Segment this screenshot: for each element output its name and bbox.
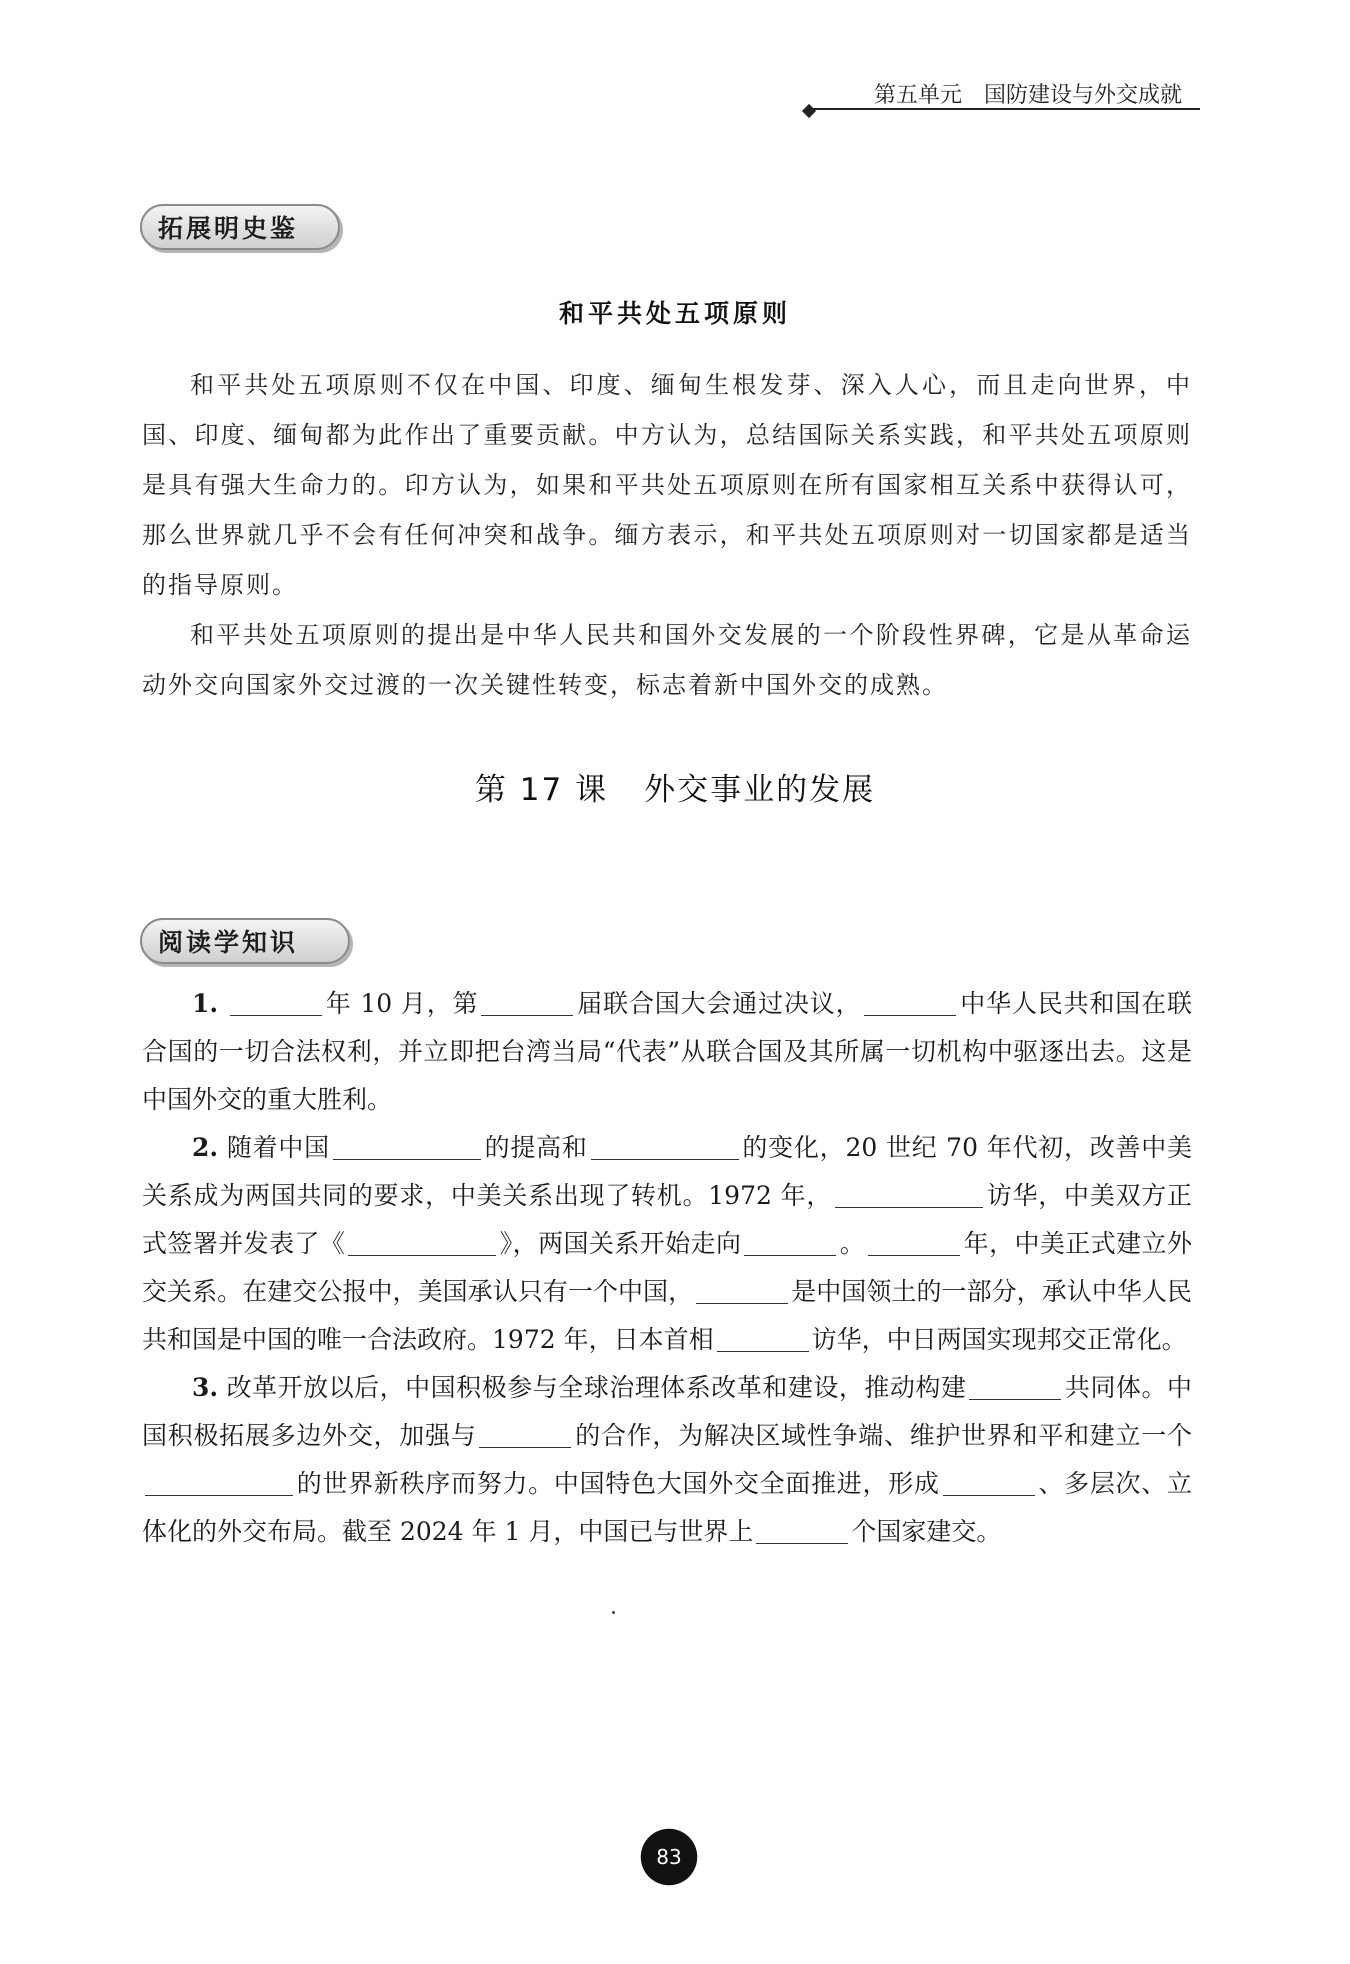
question-3	[142, 1364, 1192, 1556]
question-text: 共同体。中国积极拓展多边外交，加强与	[142, 1373, 1192, 1450]
answer-blank[interactable]	[744, 1227, 836, 1256]
question-text: 》，两国关系开始走向	[499, 1229, 742, 1258]
answer-blank[interactable]	[756, 1515, 848, 1544]
lesson-title: 外交事业的发展	[644, 772, 876, 808]
question-text: 的变化，20 世纪 70 年代初，改善中美关系成为两国共同的要求，中美关系出现了转机。1972 年，	[142, 1133, 1192, 1210]
question-text: 年 10 月，第	[324, 989, 479, 1018]
page-number: 83	[644, 1832, 694, 1882]
question-text: 是中国领土的一部分，承认中华人民共和国是中国的唯一合法政府。1972 年，日本首相	[142, 1277, 1192, 1354]
answer-blank[interactable]	[230, 987, 322, 1016]
unit-title: 国防建设与外交成就	[983, 83, 1182, 108]
question-text: 、多层次、立体化的外交布局。截至 2024 年 1 月，中国已与世界上	[142, 1469, 1192, 1546]
question-text: 的提高和	[483, 1133, 588, 1162]
answer-blank[interactable]	[145, 1467, 293, 1496]
extension-badge: 拓展明史鉴	[140, 204, 340, 250]
answer-blank[interactable]	[479, 1419, 571, 1448]
question-text: 中华人民共和国在联合国的一切合法权利，并立即把台湾当局“代表”从联合国及其所属一切机构中驱逐出去。这是中国外交的重大胜利。	[142, 989, 1192, 1114]
page-header	[800, 66, 1200, 110]
reading-badge: 阅读学知识	[140, 918, 350, 964]
answer-blank[interactable]	[864, 987, 956, 1016]
answer-blank[interactable]	[696, 1275, 788, 1304]
question-text: 随着中国	[226, 1133, 330, 1162]
article-paragraph: 和平共处五项原则的提出是中华人民共和国外交发展的一个阶段性界碑，它是从革命运动外交向国家外交过渡的一次关键性转变，标志着新中国外交的成熟。	[142, 621, 1192, 699]
question-text: 年，中美正式建立外交关系。在建交公报中，美国承认只有一个中国，	[142, 1229, 1192, 1306]
lesson-number: 第 17 课	[474, 772, 609, 808]
answer-blank[interactable]	[835, 1179, 983, 1208]
answer-blank[interactable]	[943, 1467, 1035, 1496]
lesson-heading	[0, 764, 1350, 809]
question-text: 的世界新秩序而努力。中国特色大国外交全面推进，形成	[296, 1469, 940, 1498]
question-number: 2.	[192, 1133, 219, 1162]
question-text: 届联合国大会通过决议，	[576, 989, 862, 1018]
question-text: 访华，中美双方正式签署并发表了《	[142, 1181, 1192, 1258]
answer-blank[interactable]	[969, 1371, 1061, 1400]
answer-blank[interactable]	[481, 987, 573, 1016]
question-1	[142, 980, 1192, 1124]
question-number: 3.	[192, 1373, 219, 1402]
article-title: 和平共处五项原则	[558, 299, 791, 328]
article-paragraph: 和平共处五项原则不仅在中国、印度、缅甸生根发芽、深入人心，而且走向世界，中国、印度、缅甸都为此作出了重要贡献。中方认为，总结国际关系实践，和平共处五项原则是具有强大生命力的。印方认为，如果和平共处五项原则在所有国家相互关系中获得认可，那么世界就几乎不会有任何冲突和战争。缅方表示，和平共处五项原则对一切国家都是适当的指导原则。	[142, 371, 1192, 599]
article-body	[142, 360, 1192, 710]
answer-blank[interactable]	[348, 1227, 496, 1256]
answer-blank[interactable]	[868, 1227, 960, 1256]
answer-blank[interactable]	[717, 1323, 809, 1352]
answer-blank[interactable]	[333, 1131, 481, 1160]
stray-dot	[612, 1611, 615, 1614]
question-text: 的合作，为解决区域性争端、维护世界和平和建立一个	[574, 1421, 1192, 1450]
question-text: 个国家建交。	[851, 1517, 1002, 1546]
question-2	[142, 1124, 1192, 1364]
answer-blank[interactable]	[591, 1131, 739, 1160]
unit-label: 第五单元	[873, 83, 962, 108]
question-text: 访华，中日两国实现邦交正常化。	[811, 1325, 1187, 1354]
question-text: 改革开放以后，中国积极参与全球治理体系改革和建设，推动构建	[226, 1373, 967, 1402]
header-rule	[812, 108, 1200, 110]
question-text: 。	[839, 1229, 866, 1258]
unit-heading	[874, 78, 1182, 109]
diamond-icon	[802, 104, 816, 118]
question-list	[142, 980, 1192, 1556]
question-number: 1.	[192, 989, 219, 1018]
